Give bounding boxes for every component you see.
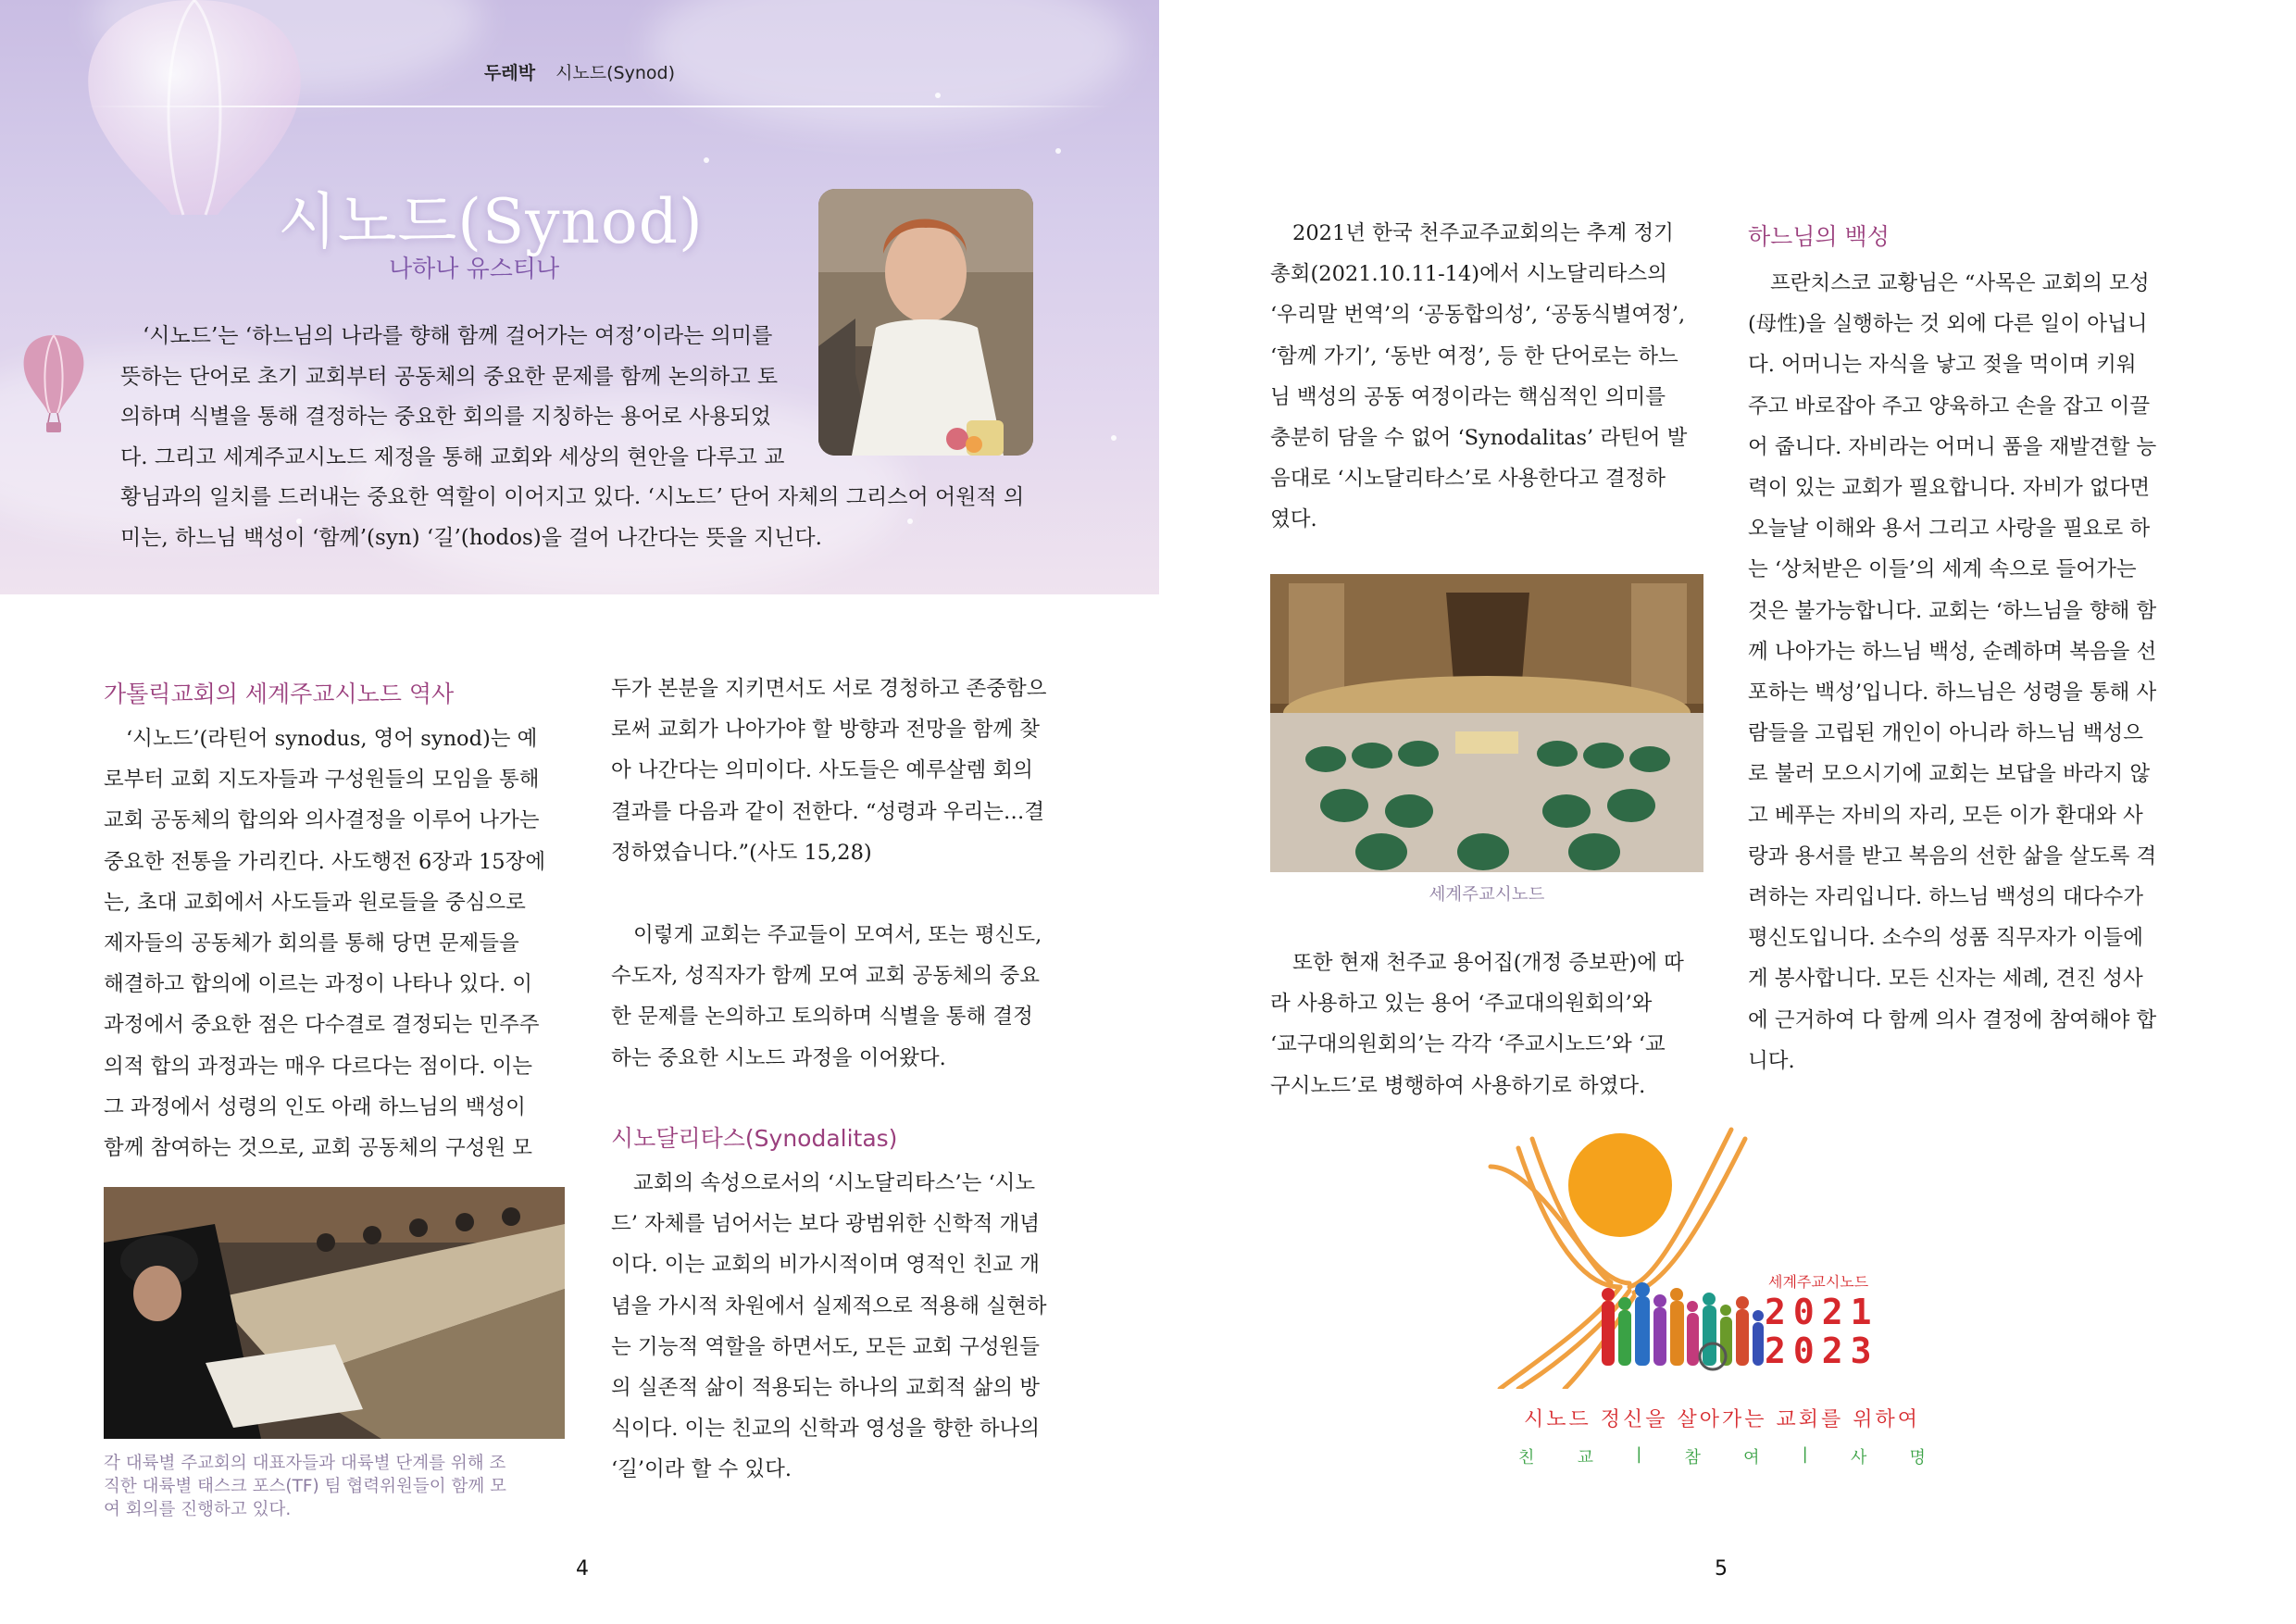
body-line: 님 백성의 공동 여정이라는 핵심적인 의미를 xyxy=(1270,384,1666,409)
korea-decision-paragraph xyxy=(1270,213,1703,541)
logo-keyword: 친 xyxy=(1518,1448,1535,1468)
heading-people-of-god: 하느님의 백성 xyxy=(1748,223,1890,250)
basilica-photo-caption: 세계주교시노드 xyxy=(1429,885,1545,905)
body-line: 주고 바로잡아 주고 양육하고 손을 잡고 이끌 xyxy=(1748,394,2151,418)
body-line: 두가 본분을 지키면서도 서로 경청하고 존중함으 xyxy=(611,677,1047,701)
body-line: 는 기능적 역할을 하면서도, 모든 교회 구성원들 xyxy=(611,1334,1041,1359)
body-line: 로써 교회가 나아가야 할 방향과 전망을 함께 찾 xyxy=(611,718,1041,743)
basilica-photo xyxy=(1270,574,1703,872)
intro-line: 황님과의 일치를 드러내는 중요한 역할이 이어지고 있다. ‘시노드’ 단어 자체의 그리스어 어원적 의 xyxy=(120,485,1025,509)
body-line: ‘교구대의원회의’는 각각 ‘주교시노드’와 ‘교 xyxy=(1270,1032,1666,1057)
body-line: 또한 현재 천주교 용어집(개정 증보판)에 따 xyxy=(1292,951,1684,975)
body-line: 과정에서 중요한 점은 다수결로 결정되는 민주주 xyxy=(104,1013,540,1038)
logo-keyword: | xyxy=(1802,1444,1808,1464)
body-line: 평신도입니다. 소수의 성품 직무자가 이들에 xyxy=(1748,926,2143,951)
logo-keyword: 참 xyxy=(1684,1448,1701,1468)
logo-keyword: | xyxy=(1636,1444,1642,1464)
body-line: (母性)을 실행하는 것 외에 다른 일이 아닙니 xyxy=(1748,312,2148,337)
body-line: 구시노드’로 병행하여 사용하기로 하였다. xyxy=(1270,1073,1646,1098)
running-header xyxy=(0,59,1159,84)
body-line: 는, 초대 교회에서 사도들과 원로들을 중심으로 xyxy=(104,890,526,915)
body-line: 아 나간다는 의미이다. 사도들은 예루살렘 회의 xyxy=(611,758,1033,783)
intro-line: 의하며 식별을 통해 결정하는 중요한 회의를 지칭하는 용어로 사용되었 xyxy=(120,405,771,429)
body-line: 랑과 용서를 받고 복음의 선한 삶을 살도록 격 xyxy=(1748,843,2157,868)
body-line: 해결하고 합의에 이르는 과정이 나타나 있다. 이 xyxy=(104,972,533,997)
meeting-photo-caption xyxy=(104,1452,567,1521)
body-line: 게 봉사합니다. 모든 신자는 세례, 견진 성사 xyxy=(1748,967,2143,992)
body-line: 2021년 한국 천주교주교회의는 추계 정기 xyxy=(1292,221,1674,245)
body-line: 려하는 자리입니다. 하느님 백성의 대다수가 xyxy=(1748,885,2143,910)
body-line: 그 과정에서 성령의 인도 아래 하느님의 백성이 xyxy=(104,1094,526,1119)
logo-keyword: 명 xyxy=(1909,1448,1926,1468)
page-number-right: 5 xyxy=(1715,1557,1728,1580)
logo-motto: 시노드 정신을 살아가는 교회를 위하여 xyxy=(1523,1408,1920,1431)
body-line: 제자들의 공동체가 회의를 통해 당면 문제들을 xyxy=(104,931,519,956)
logo-keyword: 여 xyxy=(1743,1448,1760,1468)
terminology-paragraph xyxy=(1270,943,1703,1106)
body-line: 함께 참여하는 것으로, 교회 공동체의 구성원 모 xyxy=(104,1136,533,1161)
body-line: 결과를 다음과 같이 전한다. “성령과 우리는…결 xyxy=(611,799,1045,824)
body-line: 고 베푸는 자비의 자리, 모든 이가 환대와 사 xyxy=(1748,803,2143,828)
body-line: ‘함께 가기’, ‘동반 여정’, 등 한 단어로는 하느 xyxy=(1270,344,1678,369)
body-line: 였다. xyxy=(1270,507,1317,532)
body-line: 니다. xyxy=(1748,1048,1795,1073)
intro-line: ‘시노드’는 ‘하느님의 나라를 향해 함께 걸어가는 여정’이라는 의미를 xyxy=(143,324,773,348)
body-line: 어 줍니다. 자비라는 어머니 품을 재발견할 능 xyxy=(1748,434,2157,459)
body-line: 하는 중요한 시노드 과정을 이어왔다. xyxy=(611,1045,946,1070)
body-line: 로부터 교회 지도자들과 구성원들의 모임을 통해 xyxy=(104,768,540,793)
body-line: 드’ 자체를 넘어서는 보다 광범위한 신학적 개념 xyxy=(611,1212,1041,1237)
meeting-photo xyxy=(104,1187,565,1439)
body-line: 이다. 이는 교회의 비가시적이며 영적인 친교 개 xyxy=(611,1253,1041,1278)
intro-line: 다. 그리고 세계주교시노드 제정을 통해 교회와 세상의 현안을 다루고 교 xyxy=(120,444,785,469)
body-line: 중요한 전통을 가리킨다. 사도행전 6장과 15장에 xyxy=(104,849,546,874)
history-column-2-paragraph-2 xyxy=(611,915,1072,1079)
logo-keywords xyxy=(1518,1444,1926,1468)
header-rule xyxy=(83,106,1111,107)
people-of-god-paragraph xyxy=(1748,263,2181,1081)
body-line: 오늘날 이해와 용서 그리고 사랑을 필요로 하 xyxy=(1748,517,2151,542)
history-column-2 xyxy=(611,668,1072,873)
article-title: 시노드(Synod) xyxy=(278,186,704,257)
logo-keyword: 교 xyxy=(1577,1448,1593,1468)
author-name: 나하나 유스티나 xyxy=(389,256,560,283)
body-line: 는 ‘상처받은 이들’의 세계 속으로 들어가는 xyxy=(1748,557,2137,582)
caption-line: 여 회의를 진행하고 있다. xyxy=(104,1500,292,1519)
body-line: 프란치스코 교황님은 “사목은 교회의 모성 xyxy=(1770,271,2150,295)
body-line: 이렇게 교회는 주교들이 모여서, 또는 평신도, xyxy=(633,923,1042,947)
logo-graphic xyxy=(1481,1111,1963,1389)
caption-line: 각 대륙별 주교회의 대표자들과 대륙별 단계를 위해 조 xyxy=(104,1454,506,1473)
body-line: 람들을 고립된 개인이 아니라 하느님 백성으 xyxy=(1748,721,2143,746)
intro-paragraph xyxy=(120,317,1046,558)
body-line: 총회(2021.10.11-14)에서 시노달리타스의 xyxy=(1270,262,1667,287)
logo-year-end: 2023 xyxy=(1765,1330,1879,1371)
intro-line: 뜻하는 단어로 초기 교회부터 공동체의 중요한 문제를 함께 논의하고 토 xyxy=(120,364,779,389)
body-line: 수도자, 성직자가 함께 모여 교회 공동체의 중요 xyxy=(611,964,1041,989)
history-column-1 xyxy=(104,718,565,1168)
body-line: 포하는 백성’입니다. 하느님은 성령을 통해 사 xyxy=(1748,681,2157,706)
logo-subtitle: 세계주교시노드 xyxy=(1768,1273,1869,1291)
body-line: 식이다. 이는 친교의 신학과 영성을 향한 하나의 xyxy=(611,1417,1041,1442)
body-line: 교회 공동체의 합의와 의사결정을 이루어 나가는 xyxy=(104,808,540,833)
running-topic: 시노드(Synod) xyxy=(555,63,675,83)
body-line: 것은 불가능합니다. 교회는 ‘하느님을 향해 함 xyxy=(1748,598,2157,623)
body-line: 교회의 속성으로서의 ‘시노달리타스’는 ‘시노 xyxy=(633,1171,1036,1195)
page-number-left: 4 xyxy=(576,1557,589,1580)
body-line: 충분히 담을 수 없어 ‘Synodalitas’ 라틴어 발 xyxy=(1270,426,1688,451)
body-line: 정하였습니다.”(사도 15,28) xyxy=(611,840,872,865)
body-line: 력이 있는 교회가 필요합니다. 자비가 없다면 xyxy=(1748,476,2151,501)
synodalitas-paragraph xyxy=(611,1163,1072,1491)
heading-synodalitas: 시노달리타스(Synodalitas) xyxy=(611,1125,898,1152)
logo-year-start: 2021 xyxy=(1765,1292,1879,1332)
body-line: ‘길’이라 할 수 있다. xyxy=(611,1457,792,1482)
body-line: 께 나아가는 하느님 백성, 순례하며 복음을 선 xyxy=(1748,639,2157,664)
small-balloon-icon xyxy=(17,333,91,435)
section-label: 두레박 xyxy=(484,63,536,83)
body-line: 라 사용하고 있는 용어 ‘주교대의원회의’와 xyxy=(1270,992,1653,1017)
body-line: 의 실존적 삶이 적용되는 하나의 교회적 삶의 방 xyxy=(611,1376,1041,1401)
body-line: 다. 어머니는 자식을 낳고 젖을 먹이며 키워 xyxy=(1748,353,2137,378)
caption-line: 직한 대륙별 태스크 포스(TF) 팀 협력위원들이 함께 모 xyxy=(104,1477,506,1496)
synod-2021-2023-logo xyxy=(1481,1111,1963,1509)
body-line: 음대로 ‘시노달리타스’로 사용한다고 결정하 xyxy=(1270,467,1666,492)
body-line: ‘우리말 번역’의 ‘공동합의성’, ‘공동식별여정’, xyxy=(1270,303,1686,328)
logo-keyword: 사 xyxy=(1850,1448,1867,1468)
body-line: 에 근거하여 다 함께 의사 결정에 참여해야 합 xyxy=(1748,1007,2157,1032)
body-line: 의적 합의 과정과는 매우 다르다는 점이다. 이는 xyxy=(104,1054,533,1079)
body-line: 로 불러 모으시기에 교회는 보답을 바라지 않 xyxy=(1748,762,2151,787)
body-line: 념을 가시적 차원에서 실제적으로 적용해 실현하 xyxy=(611,1293,1047,1318)
heading-synod-history: 가톨릭교회의 세계주교시노드 역사 xyxy=(104,681,455,707)
body-line: ‘시노드’(라틴어 synodus, 영어 synod)는 예 xyxy=(126,727,538,751)
intro-line: 미는, 하느님 백성이 ‘함께’(syn) ‘길’(hodos)을 걸어 나간다는 뜻을 지닌다. xyxy=(120,525,822,550)
body-line: 한 문제를 논의하고 토의하며 식별을 통해 결정 xyxy=(611,1005,1033,1030)
